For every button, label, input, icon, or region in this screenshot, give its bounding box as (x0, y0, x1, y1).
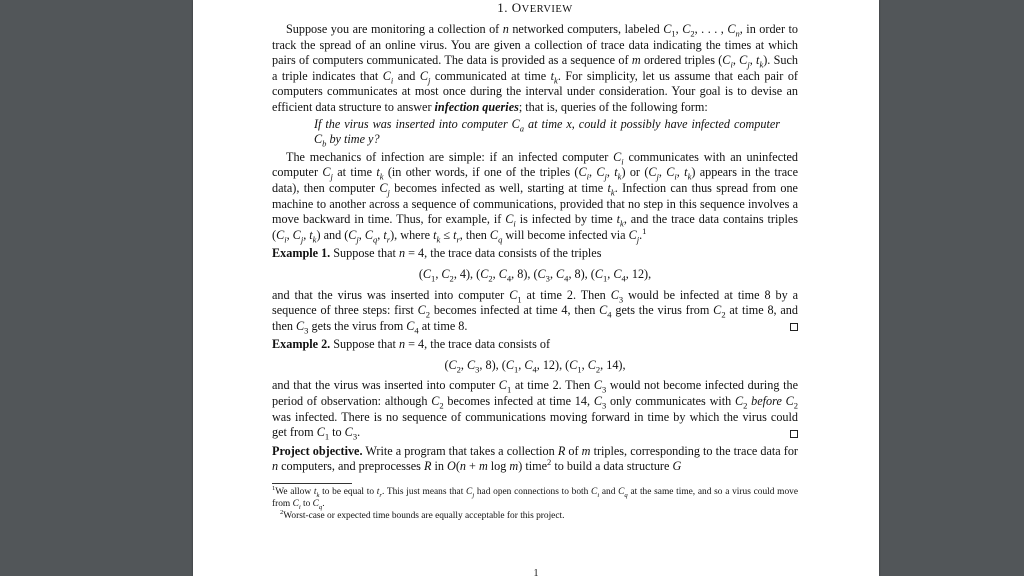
page-number: 1 (533, 568, 539, 576)
qed-box-icon (790, 430, 798, 438)
project-objective-label: Project objective. (272, 443, 363, 458)
footnote-1: $^1$We allow $t_k$ to be equal to $t_r$. This just means that $C_j$ had open connections to both $C_i$ and $C_q$ at the same time, and so a virus could move from $C_i$ to $C_q$. (272, 484, 798, 512)
project-objective: Project objective. Write a program that takes a collection R of m triples, corresponding to the trace data for n computers, and preprocesses R in O(n + m log m) time$^2$ to build a data structure G (272, 443, 798, 474)
section-heading: 1. OVERVIEW (497, 0, 573, 15)
paragraph-mechanics: The mechanics of infection are simple: if an infected computer $C_i$ communicates with an uninfected computer $C_j$ at time $t_k$ (in other words, if one of the triples ($C_i$, $C_j$, $t_k$) or ($C_j$, $C_i$, $t_k$) appears in the trace data), then computer $C_j$ becomes infected as well, starting at time $t_k$. Infection can thus spread from one machine to another across a sequence of communications, provided that no step in this sequence involves a move backward in time. Thus, for example, if $C_i$ is infected by time $t_k$, and the trace data contains triples ($C_i$, $C_j$, $t_k$) and ($C_j$, $C_q$, $t_r$), where $t_k \le t_r$, then $C_q$ will become infected via $C_j.^1$ (272, 149, 798, 245)
example-1-label: Example 1. (272, 246, 331, 261)
document-page (193, 0, 879, 576)
example-2-triples: ($C_2$, $C_3$, 8), ($C_1$, $C_4$, 12), ($C_1$, $C_2$, 14), (444, 357, 626, 375)
paragraph-intro: Suppose you are monitoring a collection of n networked computers, labeled $C_1$, $C_2$, . . . , $C_n$, in order to track the spread of an online virus. You are given a collection of trace data indicating the times at which pairs of computers communicated. The data is provided as a sequence of m ordered triples ($C_i$, $C_j$, $t_k$). Such a triple indicates that $C_i$ and $C_j$ communicated at time $t_k$. For simplicity, let us assume that each pair of computers communicates at most once during the interval under consideration. Your goal is to devise an efficient data structure to answer infection queries; that is, queries of the following form: (272, 22, 799, 114)
example-1-text: and that the virus was inserted into computer $C_1$ at time 2. Then $C_3$ would be infected at time 8 by a sequence of three steps: first $C_2$ becomes infected at time 4, then $C_4$ gets the virus from $C_2$ at time 8, and then $C_3$ gets the virus from $C_4$ at time 8. (272, 287, 799, 336)
footnote-divider (272, 483, 352, 484)
qed-box-icon (790, 323, 798, 331)
example-1-intro: Example 1. Suppose that n = 4, the trace data consists of the triples (272, 246, 602, 261)
footnote-2: $^2$Worst-case or expected time bounds are equally acceptable for this project. (280, 509, 565, 522)
example-2-label: Example 2. (272, 337, 331, 352)
example-2-text: and that the virus was inserted into computer $C_1$ at time 2. Then $C_3$ would not become infected during the period of observation: although $C_2$ becomes infected at time 14, $C_3$ only communicates with $C_2$ before $C_2$ was infected. There is no sequence of communications moving forward in time by which the virus could get from $C_1$ to $C_3$. (272, 378, 799, 442)
example-2-intro: Example 2. Suppose that n = 4, the trace data consists of (272, 337, 551, 352)
page-content (272, 0, 798, 523)
example-1-triples: ($C_1$, $C_2$, 4), ($C_2$, $C_4$, 8), ($C_3$, $C_4$, 8), ($C_1$, $C_4$, 12), (418, 266, 652, 284)
infection-query-quote: If the virus was inserted into computer $C_a$ at time x, could it possibly have infected computer $C_b$ by time y? (314, 116, 781, 149)
